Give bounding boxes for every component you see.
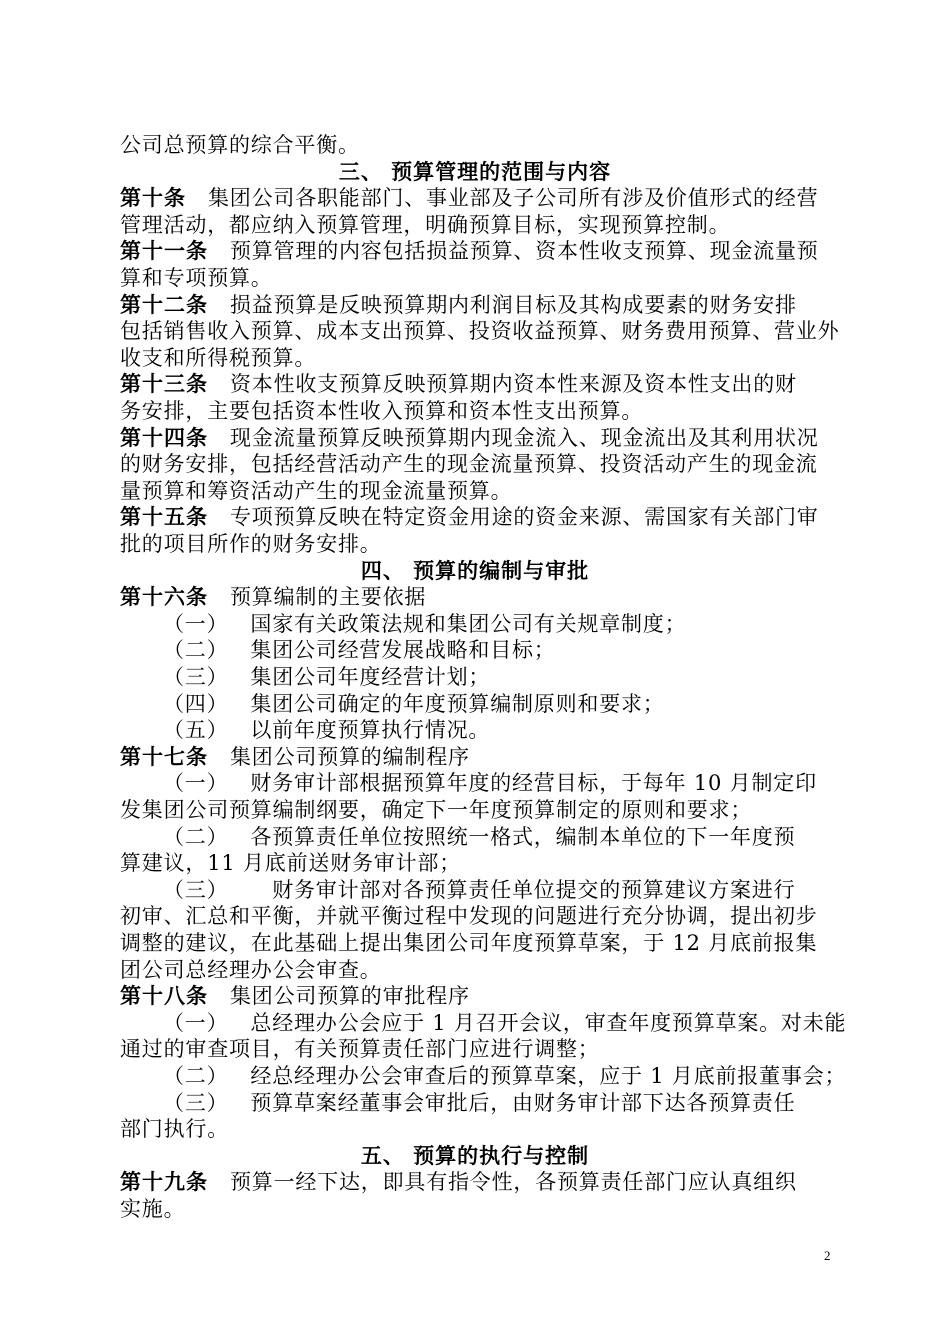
article-line [120,425,832,451]
text-line [120,797,832,823]
text-line [120,1196,832,1222]
article-line [120,185,832,211]
line-text: 预算编制的主要依据 [230,585,427,610]
text-line [120,1116,832,1142]
list-item-marker: （二） [163,1064,229,1088]
list-item [163,770,875,796]
line-text: 实施。 [120,1197,186,1221]
list-item [163,1010,875,1036]
line-text: 发集团公司预算编制纲要，确定下一年度预算制定的原则和要求； [120,798,753,822]
article-number: 第十八条 [120,984,208,1009]
article-number: 第十五条 [120,505,208,530]
line-text: 通过的审查项目，有关预算责任部门应进行调整； [120,1037,600,1062]
list-item [163,664,875,690]
article-line [120,238,832,264]
text-line [120,903,832,929]
line-text: 收支和所得税预算。 [120,345,317,370]
list-item-marker: （四） [163,691,229,716]
list-item [163,824,875,850]
list-item [163,637,875,663]
line-text: 损益预算是反映预算期内利润目标及其构成要素的财务安排 [230,292,797,317]
list-item [163,877,875,903]
line-text: 国家有关政策法规和集团公司有关规章制度； [250,611,687,636]
article-number: 第十三条 [120,372,208,397]
article-number: 第十九条 [120,1170,208,1195]
article-line [120,504,832,530]
line-text: 集团公司确定的年度预算编制原则和要求； [250,691,665,716]
list-item [163,691,875,717]
line-text: 财务审计部对各预算责任单位提交的预算建议方案进行 [250,877,796,902]
text-line [120,318,840,344]
text-line [120,1036,832,1062]
article-number: 第十一条 [120,239,208,264]
line-text: 算建议，11 月底前送财务审计部； [120,851,461,876]
line-text: 调整的建议，在此基础上提出集团公司年度预算草案，于 12 月底前报集 [120,931,818,955]
list-item-marker: （一） [163,771,229,796]
article-number: 第十条 [120,186,186,211]
line-text: 财务审计部根据预算年度的经营目标，于每年 10 月制定印 [250,771,817,796]
line-text: 资本性收支预算反映预算期内资本性来源及资本性支出的财 [230,372,797,397]
article-line [120,292,832,318]
list-item-marker: （三） [163,1090,229,1115]
article-line [120,983,832,1009]
line-text: 专项预算反映在特定资金用途的资金来源、需国家有关部门审 [230,505,819,530]
text-line [120,398,832,424]
text-line [120,345,832,371]
article-number: 第十二条 [120,292,208,317]
line-text: 经总经理办公会审查后的预算草案，应于 1 月底前报董事会； [250,1064,847,1088]
list-item [163,717,875,743]
list-item-marker: （三） [163,665,229,689]
article-number: 第十四条 [120,425,208,450]
line-text: 算和专项预算。 [120,266,273,290]
text-line [120,451,832,477]
article-line [120,371,832,397]
text-line [120,265,832,291]
text-line [120,531,832,557]
list-item [163,1063,875,1089]
text-line [120,132,832,158]
text-line [120,957,832,983]
line-text: 预算管理的内容包括损益预算、资本性收支预算、现金流量预 [230,239,819,264]
line-text: 集团公司年度经营计划； [250,665,491,689]
line-text: 量预算和筹资活动产生的现金流量预算。 [120,478,513,503]
line-text: 批的项目所作的财务安排。 [120,532,382,556]
line-text: 总经理办公会应于 1 月召开会议，审查年度预算草案。对未能 [250,1010,847,1035]
article-line [120,584,832,610]
section-heading: 五、 预算的执行与控制 [360,1142,590,1168]
line-text: 预算草案经董事会审批后，由财务审计部下达各预算责任 [250,1090,796,1115]
line-text: 集团公司经营发展战略和目标； [250,638,556,663]
list-item-marker: （二） [163,824,229,849]
line-text: 现金流量预算反映预算期内现金流入、现金流出及其利用状况 [230,425,819,450]
article-number: 第十七条 [120,744,208,769]
line-text: 以前年度预算执行情况。 [250,718,491,743]
text-line [120,212,832,238]
section-heading: 四、 预算的编制与审批 [360,557,590,583]
line-text: 各预算责任单位按照统一格式，编制本单位的下一年度预 [250,824,796,849]
line-text: 预算一经下达，即具有指令性，各预算责任部门应认真组织 [230,1170,797,1195]
text-line [120,478,832,504]
line-text: 团公司总经理办公会审查。 [120,957,382,982]
line-text: 务安排，主要包括资本性收入预算和资本性支出预算。 [120,399,644,423]
list-item-marker: （五） [163,718,229,743]
line-text: 集团公司预算的审批程序 [230,984,470,1009]
list-item-marker: （一） [163,1010,229,1035]
text-line [120,930,832,956]
list-item [163,611,875,637]
line-text: 管理活动，都应纳入预算管理，明确预算目标，实现预算控制。 [120,212,731,237]
article-line [120,1169,832,1195]
list-item-marker: （二） [163,638,229,663]
line-text: 初审、汇总和平衡，并就平衡过程中发现的问题进行充分协调，提出初步 [120,904,818,929]
list-item-marker: （三） [163,877,229,902]
line-text: 部门执行。 [120,1117,229,1142]
line-text: 集团公司预算的编制程序 [230,744,470,769]
line-text: 集团公司各职能部门、事业部及子公司所有涉及价值形式的经营 [208,186,819,211]
list-item-marker: （一） [163,611,229,636]
article-number: 第十六条 [120,585,208,610]
section-heading: 三、 预算管理的范围与内容 [338,158,612,184]
line-text: 包括销售收入预算、成本支出预算、投资收益预算、财务费用预算、营业外 [120,319,840,344]
article-line [120,744,832,770]
line-text: 公司总预算的综合平衡。 [120,133,360,157]
line-text: 的财务安排，包括经营活动产生的现金流量预算、投资活动产生的现金流 [120,452,818,477]
page-number: 2 [824,1248,831,1263]
text-line [120,850,832,876]
list-item [163,1090,875,1116]
